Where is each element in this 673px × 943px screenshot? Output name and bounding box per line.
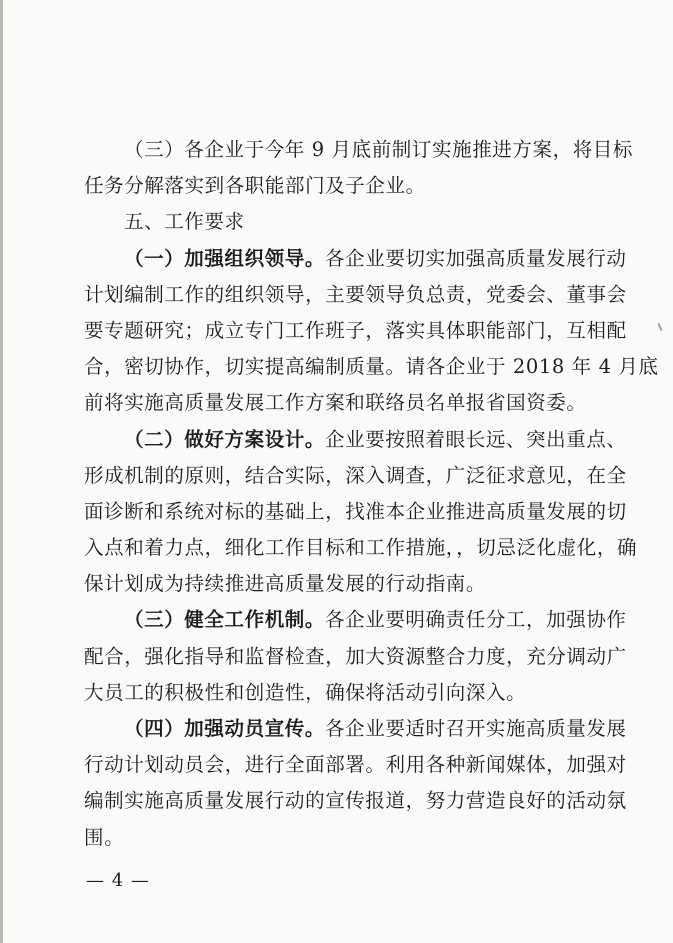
paragraph-line: 编制实施高质量发展行动的宣传报道，努力营造良好的活动氛 <box>84 789 627 813</box>
paragraph-line: （一）加强组织领导。各企业要切实加强高质量发展行动 <box>124 246 627 270</box>
paragraph-line: 围。 <box>84 825 125 849</box>
paragraph-line: 面诊断和系统对标的基础上，找准本企业推进高质量发展的切 <box>84 499 627 523</box>
subsection-heading: （四）加强动员宣传。 <box>124 717 326 740</box>
scan-mark <box>657 323 662 331</box>
subsection-heading: （一）加强组织领导。 <box>124 246 326 270</box>
paragraph-line: 入点和着力点，细化工作目标和工作措施，，切忌泛化虚化，确 <box>84 536 638 560</box>
subsection-heading: （三）健全工作机制。 <box>124 608 326 632</box>
paragraph-line: 计划编制工作的组织领导，主要领导负总责，党委会、董事会 <box>84 282 627 306</box>
paragraph-line: 大员工的积极性和创造性，确保将活动引向深入。 <box>84 680 527 704</box>
body-text <box>84 132 659 856</box>
paragraph-line: 前将实施高质量发展工作方案和联络员名单报省国资委。 <box>84 391 587 415</box>
paragraph-line: 配合，强化指导和监督检查，加大资源整合力度，充分调动广 <box>84 644 627 668</box>
paragraph-line: 保计划成为持续推进高质量发展的行动指南。 <box>84 572 487 596</box>
page-number: — 4 — <box>86 870 150 891</box>
paragraph-line: （二）做好方案设计。企业要按照着眼长远、突出重点、 <box>124 427 627 451</box>
subsection-heading: （二）做好方案设计。 <box>124 427 326 451</box>
paragraph-line: 要专题研究；成立专门工作班子，落实具体职能部门，互相配 <box>84 318 627 342</box>
paragraph-line: 合，密切协作，切实提高编制质量。请各企业于 2018 年 4 月底 <box>84 355 659 379</box>
paragraph-line: （三）各企业于今年 9 月底前制订实施推进方案，将目标 <box>124 138 634 161</box>
paragraph-line: （四）加强动员宣传。各企业要适时召开实施高质量发展 <box>124 717 627 740</box>
section-heading: 五、工作要求 <box>124 210 245 234</box>
paragraph-line: 形成机制的原则，结合实际，深入调查，广泛征求意见，在全 <box>84 463 627 487</box>
paragraph-line: （三）健全工作机制。各企业要明确责任分工，加强协作 <box>124 608 627 632</box>
paragraph-line: 任务分解落实到各职能部门及子企业。 <box>84 174 426 198</box>
page-left-edge <box>0 0 3 943</box>
paragraph-line: 行动计划动员会，进行全面部署。利用各种新闻媒体，加强对 <box>84 753 627 777</box>
